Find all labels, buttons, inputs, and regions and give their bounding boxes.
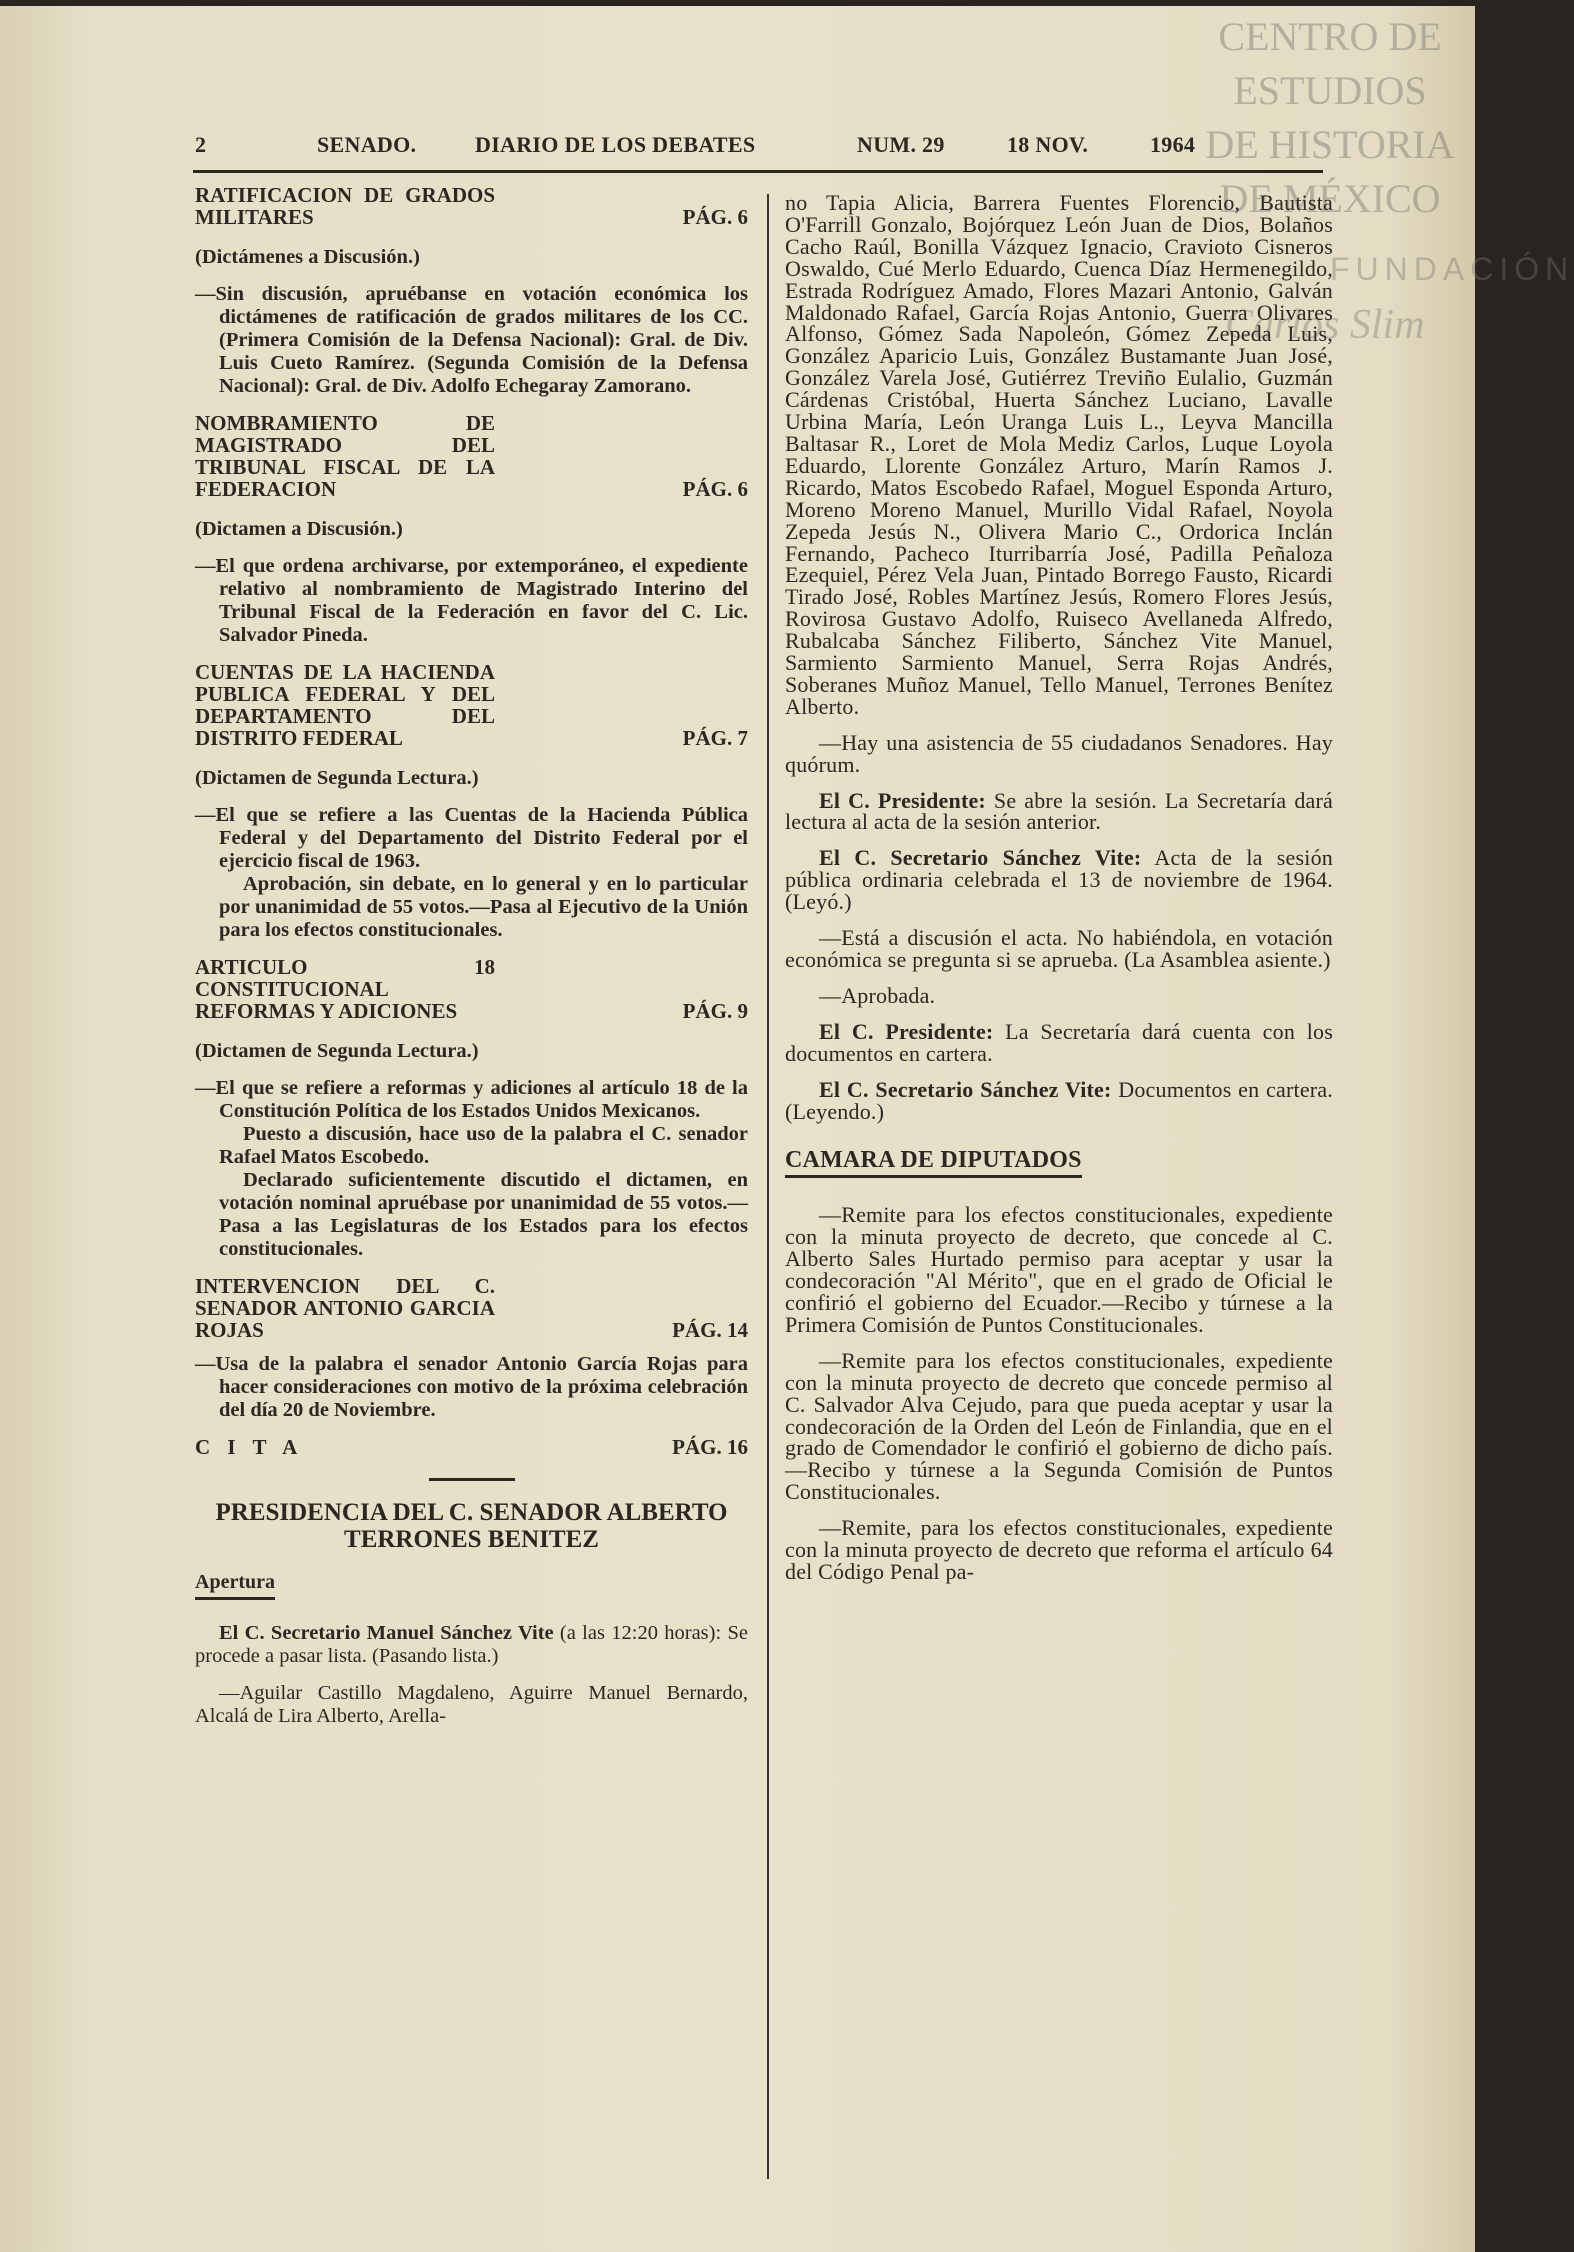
index-entry-title	[195, 1275, 748, 1341]
paragraph-text: Documentos en cartera. (Leyendo.)	[785, 1076, 1333, 1124]
summary-index	[195, 184, 748, 1458]
camara-paragraph: —Remite para los efectos constitucionales, expediente con la minuta proyecto de decreto que concede permiso al C. Salvador Alva Cejudo, para que pueda aceptar y usar la condecoración de la Orden del León de Finlandia, que en el grado de Comendador le confirió el gobierno de dicho país.—Recibo y túrnese a la Segunda Comisión de Puntos Constitucionales.	[785, 1347, 1333, 1505]
publication: SENADO.	[317, 132, 417, 157]
paragraph-text: La Secretaría dará cuenta con los documentos en cartera.	[785, 1018, 1333, 1066]
entry-body-paragraph: —El que se refiere a reformas y adiciones al artículo 18 de la Constitución Política de los Estados Unidos Mexicanos.	[195, 1077, 748, 1122]
session-paragraph	[785, 729, 1333, 777]
left-column	[195, 184, 748, 1728]
document-page	[0, 6, 1574, 2252]
paragraph-text: Acta de la sesión pública ordinaria celebrada el 13 de noviembre de 1964. (Leyó.)	[785, 845, 1333, 915]
session-paragraph	[785, 927, 1333, 971]
index-entry-title	[195, 1436, 748, 1458]
index-entry	[195, 1275, 748, 1422]
index-entry	[195, 661, 748, 942]
watermark-line: DE MÉXICO	[1219, 176, 1441, 221]
entry-subtitle: (Dictámenes a Discusión.)	[195, 246, 420, 268]
presidencia-title: PRESIDENCIA DEL C. SENADOR ALBERTO TERRONES BENITEZ	[215, 1499, 728, 1553]
watermark-signature: Carlos Slim	[1225, 302, 1425, 348]
entry-body	[195, 283, 748, 398]
session-paragraph	[785, 787, 1333, 835]
right-column	[785, 192, 1333, 1597]
entry-subtitle: (Dictamen a Discusión.)	[195, 518, 403, 540]
entry-body	[195, 555, 748, 647]
roll-list-start: —Aguilar Castillo Magdaleno, Aguirre Manuel Bernardo, Alcalá de Lira Alberto, Arella-	[195, 1682, 748, 1727]
entry-page-ref: PÁG. 16	[672, 1435, 748, 1459]
session-paragraph	[785, 1018, 1333, 1066]
section-divider	[429, 1478, 515, 1481]
entry-body	[195, 1077, 748, 1261]
speaker: El C. Presidente:	[819, 787, 986, 813]
index-entry-title	[195, 956, 748, 1022]
entry-page-ref: PÁG. 7	[682, 726, 748, 750]
entry-title-text: INTERVENCION DEL C. SENADOR ANTONIO GARCIA ROJAS	[195, 1274, 495, 1342]
journal-title: DIARIO DE LOS DEBATES	[475, 132, 756, 157]
camara-paragraphs	[785, 1204, 1333, 1583]
page-number: 2	[195, 132, 207, 157]
entry-title-text: NOMBRAMIENTO DE MAGISTRADO DEL TRIBUNAL FISCAL DE LA FEDERACION	[195, 411, 495, 501]
entry-title-text: RATIFICACION DE GRADOS MILITARES	[195, 183, 495, 229]
index-entry	[195, 184, 748, 398]
watermark-line: DE HISTORIA	[1205, 122, 1455, 167]
speaker: El C. Secretario Manuel Sánchez Vite	[219, 1622, 554, 1644]
entry-title-text: CUENTAS DE LA HACIENDA PUBLICA FEDERAL Y DEL DEPARTAMENTO DEL DISTRITO FEDERAL	[195, 660, 495, 750]
camara-paragraph: —Remite, para los efectos constitucionales, expediente con la minuta proyecto de decreto que reforma el artículo 64 del Código Penal pa-	[785, 1515, 1333, 1584]
paragraph-text: —Aprobada.	[819, 982, 936, 1008]
index-entry-title	[195, 184, 748, 228]
index-entry-title	[195, 661, 748, 749]
entry-page-ref: PÁG. 14	[672, 1318, 748, 1342]
session-paragraphs	[785, 729, 1333, 1124]
entry-body-paragraph: Aprobación, sin debate, en lo general y en lo particular por unanimidad de 55 votos.—Pasa al Ejecutivo de la Unión para los efectos constitucionales.	[219, 873, 748, 941]
entry-body-paragraph: Declarado suficientemente discutido el dictamen, en votación nominal apruébase por unanimidad de 55 votos.—Pasa a las Legislaturas de los Estados para los efectos constitucionales.	[219, 1169, 748, 1260]
entry-body-paragraph: —Usa de la palabra el senador Antonio García Rojas para hacer consideraciones con motivo de la próxima celebración del día 20 de Noviembre.	[195, 1353, 748, 1421]
paragraph-text: —Hay una asistencia de 55 ciudadanos Senadores. Hay quórum.	[785, 729, 1333, 777]
apertura-heading: Apertura	[195, 1571, 275, 1600]
watermark-fundacion: FUNDACIÓN	[1330, 251, 1574, 287]
paragraph-text: —Está a discusión el acta. No habiéndola, en votación económica se pregunta si se aprueba. (La Asamblea asiente.)	[785, 925, 1333, 972]
entry-title-text: ARTICULO 18 CONSTITUCIONAL REFORMAS Y ADICIONES	[195, 955, 495, 1023]
speech-text: (a las 12:20 horas): Se procede a pasar lista. (Pasando lista.)	[195, 1622, 748, 1667]
index-entry	[195, 956, 748, 1261]
entry-page-ref: PÁG. 6	[682, 205, 748, 229]
paragraph-text: Se abre la sesión. La Secretaría dará lectura al acta de la sesión anterior.	[785, 787, 1333, 835]
column-divider	[767, 194, 769, 2179]
entry-subtitle: (Dictamen de Segunda Lectura.)	[195, 1040, 479, 1062]
entry-body	[195, 1353, 748, 1422]
entry-body-paragraph: —Sin discusión, apruébanse en votación económica los dictámenes de ratificación de grados militares de los CC. (Primera Comisión de la Defensa Nacional): Gral. de Div. Luis Cueto Ramírez. (Segunda Comisión de la Defensa Nacional): Gral. de Div. Adolfo Echegaray Zamorano.	[195, 283, 748, 397]
watermark-line: ESTUDIOS	[1233, 68, 1427, 113]
issue-number: NUM. 29	[857, 132, 945, 157]
index-entry	[195, 412, 748, 647]
entry-body-paragraph: —El que se refiere a las Cuentas de la Hacienda Pública Federal y del Departamento del Distrito Federal por el ejercicio fiscal de 1963.	[195, 804, 748, 872]
session-paragraph	[785, 847, 1333, 913]
roll-call-paragraph	[195, 1622, 748, 1668]
entry-body-paragraph: Puesto a discusión, hace uso de la palabra el C. senador Rafael Matos Escobedo.	[219, 1123, 748, 1168]
header-rule	[193, 170, 1323, 173]
session-paragraph	[785, 982, 1333, 1008]
entry-subtitle: (Dictamen de Segunda Lectura.)	[195, 767, 479, 789]
entry-body-paragraph: —El que ordena archivarse, por extemporáneo, el expediente relativo al nombramiento de Magistrado Interino del Tribunal Fiscal de la Federación en favor del C. Lic. Salvador Pineda.	[195, 555, 748, 646]
issue-year: 1964	[1150, 132, 1196, 157]
entry-body	[195, 804, 748, 942]
index-entry	[195, 1436, 748, 1458]
watermark-line: CENTRO DE	[1218, 14, 1442, 59]
speaker: El C. Secretario Sánchez Vite:	[819, 845, 1142, 871]
entry-page-ref: PÁG. 6	[682, 477, 748, 501]
camara-paragraph: —Remite para los efectos constitucionales, expediente con la minuta proyecto de decreto, que concede al C. Alberto Sales Hurtado permiso para aceptar y usar la condecoración "Al Mérito", que en el grado de Oficial le confirió el gobierno del Ecuador.—Recibo y túrnese a la Primera Comisión de Puntos Constitucionales.	[785, 1202, 1333, 1337]
issue-date: 18 NOV.	[1007, 132, 1089, 157]
index-entry-title	[195, 412, 748, 500]
entry-title-text: C I T A	[195, 1435, 304, 1459]
speaker: El C. Secretario Sánchez Vite:	[819, 1076, 1112, 1102]
session-paragraph	[785, 1076, 1333, 1124]
roll-list-continued: no Tapia Alicia, Barrera Fuentes Florencio, Bautista O'Farrill Gonzalo, Bojórquez León Juan de Dios, Bolaños Cacho Raúl, Bonilla Vázquez Ignacio, Cravioto Cisneros Oswaldo, Cué Merlo Eduardo, Cuenca Díaz Hermenegildo, Estrada Rodríguez Amado, Flores Mazari Antonio, Galván Maldonado Rafael, García Rojas Antonio, Guerra Olivares Alfonso, Gómez Sada Napoleón, Gómez Zepeda Luis, González Aparicio Luis, González Bustamante Juan José, González Varela José, Gutiérrez Treviño Eulalio, Guzmán Cárdenas Cristóbal, Huerta Sánchez Luciano, Lavalle Urbina María, León Uranga Luis L., Leyva Mancilla Baltasar R., Loret de Mola Mediz Carlos, Luque Loyola Eduardo, Llorente González Arturo, Marín Ramos J. Ricardo, Matos Escobedo Rafael, Moguel Esponda Arturo, Moreno Moreno Manuel, Murillo Vidal Rafael, Noyola Zepeda Jesús N., Olivera Mario C., Ordorica Inclán Fernando, Pacheco Iturribarría José, Padilla Peñaloza Ezequiel, Pérez Vela Juan, Pintado Borrego Fausto, Ricardi Tirado José, Robles Martínez Jesús, Romero Flores Jesús, Rovirosa Gustavo Adolfo, Ruiseco Avellaneda Alfredo, Rubalcaba Sánchez Filiberto, Sánchez Vite Manuel, Sarmiento Sarmiento Manuel, Serra Rojas Andrés, Soberanes Muñoz Manuel, Tello Manuel, Terrones Benítez Alberto.	[785, 190, 1333, 719]
camara-heading: CAMARA DE DIPUTADOS	[785, 1150, 1082, 1178]
speaker: El C. Presidente:	[819, 1018, 994, 1044]
entry-page-ref: PÁG. 9	[682, 999, 748, 1023]
